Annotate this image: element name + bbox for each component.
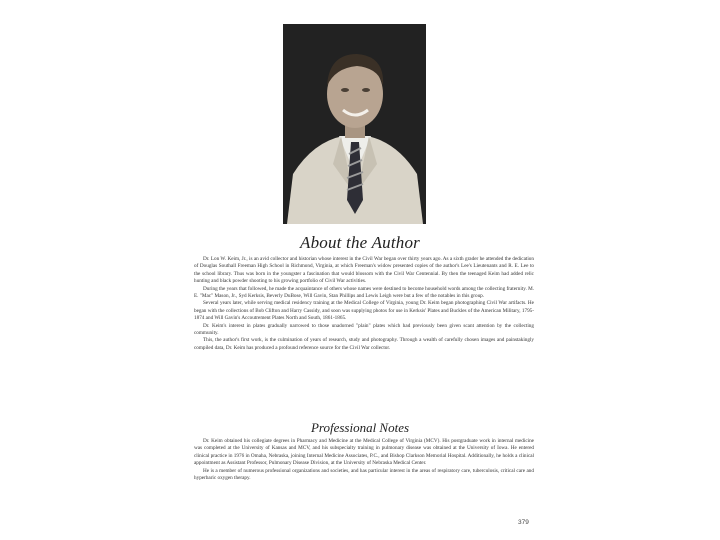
author-portrait-icon bbox=[283, 24, 426, 224]
about-body bbox=[194, 256, 534, 352]
page-number: 379 bbox=[518, 519, 529, 526]
about-paragraph: Dr. Keim's interest in plates gradually narrowed to those unadorned "plain" plates which had previously been given scant attention by the collecting community. bbox=[194, 322, 534, 337]
about-heading: About the Author bbox=[300, 233, 420, 252]
about-paragraph: This, the author's first work, is the culmination of years of research, study and photography. Through a wealth of carefully chosen images and painstakingly compiled data, Dr. Keim has produced a profound reference source for the Civil War collector. bbox=[194, 337, 534, 351]
author-photo bbox=[283, 24, 426, 224]
notes-body bbox=[194, 438, 534, 482]
about-paragraph: During the years that followed, he made the acquaintance of others whose names were destined to become household words among the collecting fraternity. M. E. "Mac" Mason, Jr., Syd Kerksis, Beverly DuBose, Will Gavin, Stan Phillips and Lewis Leigh were but a few of the notables in this group. bbox=[194, 285, 534, 300]
notes-paragraph: Dr. Keim obtained his collegiate degrees in Pharmacy and Medicine at the Medical College of Virginia (MCV). His postgraduate work in internal medicine was completed at the University of Kansas and MCV, and his subspecialty training in pulmonary disease was obtained at the University of Iowa. He entered clinical practice in 1976 in Omaha, Nebraska, joining Internal Medicine Associates, P.C., and Bishop Clarkson Memorial Hospital. Additionally, he holds a clinical appointment as Assistant Professor, Pulmonary Disease Division, at the University of Nebraska Medical Center. bbox=[194, 438, 534, 467]
notes-paragraph: He is a member of numerous professional organizations and societies, and has particular interest in the areas of respiratory care, tuberculosis, critical care and hyperbaric oxygen therapy. bbox=[194, 467, 534, 482]
about-paragraph: Several years later, while serving medical residency training at the Medical College of Virginia, young Dr. Keim began photographing Civil War artifacts. He began with the collections of Bob Clifton and Harry Cassidy, and soon was supplying photos for use in Kerksis' Plates and Buckles of the American Military, 1795-1874 and Will Gavin's Accoutrement Plates North and South, 1861-1865. bbox=[194, 300, 534, 322]
about-paragraph: Dr. Lon W. Keim, Jr., is an avid collector and historian whose interest in the Civil War began over thirty years ago. As a sixth grader he attended the dedication of Douglas Southall Freeman High School in Richmond, Virginia, at which Freeman's widow presented copies of the author's Lee's Lieutenants and R. E. Lee to the school library. Thus was born in the youngster a fascination that would blossom with the Civil War Centennial. By then the teenaged Keim had added relic hunting and black powder shooting to his growing portfolio of Civil War activities. bbox=[194, 256, 534, 285]
notes-heading: Professional Notes bbox=[310, 420, 410, 435]
